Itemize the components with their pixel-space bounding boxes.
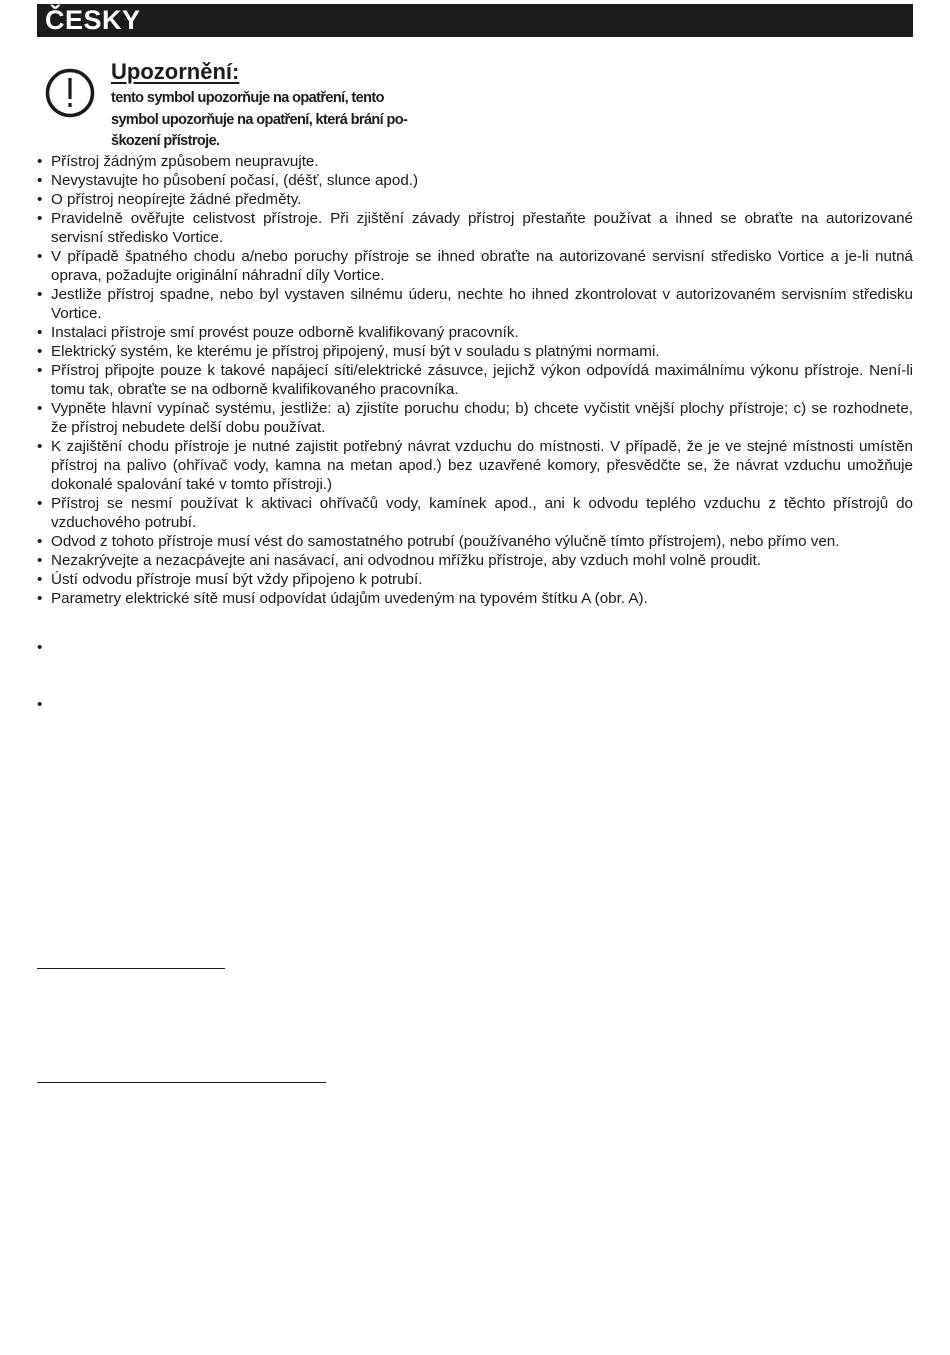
warning-description bbox=[111, 88, 451, 153]
footnote-rule bbox=[37, 968, 225, 969]
list-item: • K zajištění chodu přístroje je nutné zajistit potřebný návrat vzduchu do místnosti. V případě, že je ve stejné místnosti umístěn přístroj na palivo (ohřívač vody, kamna na metan apod.) bez uzavřené komory, přesvědčte se, že návrat vzduchu umožňuje dokonalé spalování také v tomto přístroji.) bbox=[37, 437, 913, 494]
safety-instructions-list bbox=[37, 152, 913, 608]
list-item: • Instalaci přístroje smí provést pouze odborně kvalifikovaný pracovník. bbox=[37, 323, 913, 342]
list-item: • Nevystavujte ho působení počasí, (déšť, slunce apod.) bbox=[37, 171, 913, 190]
footnote-rule bbox=[37, 1082, 326, 1083]
list-item: • V případě špatného chodu a/nebo poruchy přístroje se ihned obraťte na autorizované servisní středisko Vortice a je-li nutná oprava, požadujte originální náhradní díly Vortice. bbox=[37, 247, 913, 285]
empty-bullet-marker: • bbox=[37, 639, 43, 656]
warning-line: symbol upozorňuje na opatření, která brání po- bbox=[111, 111, 408, 128]
section-title: ČESKY bbox=[45, 5, 141, 35]
list-item: • Přístroj se nesmí používat k aktivaci ohřívačů vody, kamínek apod., ani k odvodu teplého vzduchu z těchto přístrojů do vzduchového potrubí. bbox=[37, 494, 913, 532]
warning-line: tento symbol upozorňuje na opatření, tento bbox=[111, 90, 384, 106]
list-item: • Nezakrývejte a nezacpávejte ani nasávací, ani odvodnou mřížku přístroje, aby vzduch mohl volně proudit. bbox=[37, 551, 913, 570]
list-item: • Parametry elektrické sítě musí odpovídat údajům uvedeným na typovém štítku A (obr. A). bbox=[37, 589, 913, 608]
warning-line: škození přístroje. bbox=[111, 133, 220, 149]
list-item: • Vypněte hlavní vypínač systému, jestliže: a) zjistíte poruchu chodu; b) chcete vyčistit vnější plochy přístroje; c) se rozhodnete, že přístroj nebudete delší dobu používat. bbox=[37, 399, 913, 437]
list-item: • Jestliže přístroj spadne, nebo byl vystaven silnému úderu, nechte ho ihned zkontrolovat v autorizovaném servisním středisku Vortice. bbox=[37, 285, 913, 323]
list-item: • O přístroj neopírejte žádné předměty. bbox=[37, 190, 913, 209]
section-header-bar bbox=[37, 4, 913, 37]
empty-bullet-marker: • bbox=[37, 696, 43, 713]
list-item: • Přístroj žádným způsobem neupravujte. bbox=[37, 152, 913, 171]
list-item: • Přístroj připojte pouze k takové napájecí síti/elektrické zásuvce, jejichž výkon odpovídá maximálnímu výkonu přístroje. Není-li tomu tak, obraťte se na odborně kvalifikovaného pracovníka. bbox=[37, 361, 913, 399]
list-item: • Ústí odvodu přístroje musí být vždy připojeno k potrubí. bbox=[37, 570, 913, 589]
warning-title: Upozornění: bbox=[111, 59, 240, 84]
list-item: • Odvod z tohoto přístroje musí vést do samostatného potrubí (používaného výlučně tímto přístrojem), nebo přímo ven. bbox=[37, 532, 913, 551]
list-item: • Pravidelně ověřujte celistvost přístroje. Při zjištění závady přístroj přestaňte používat a ihned se obraťte na autorizované servisní středisko Vortice. bbox=[37, 209, 913, 247]
list-item: • Elektrický systém, ke kterému je přístroj připojený, musí být v souladu s platnými normami. bbox=[37, 342, 913, 361]
exclamation-circle-icon bbox=[44, 67, 96, 119]
